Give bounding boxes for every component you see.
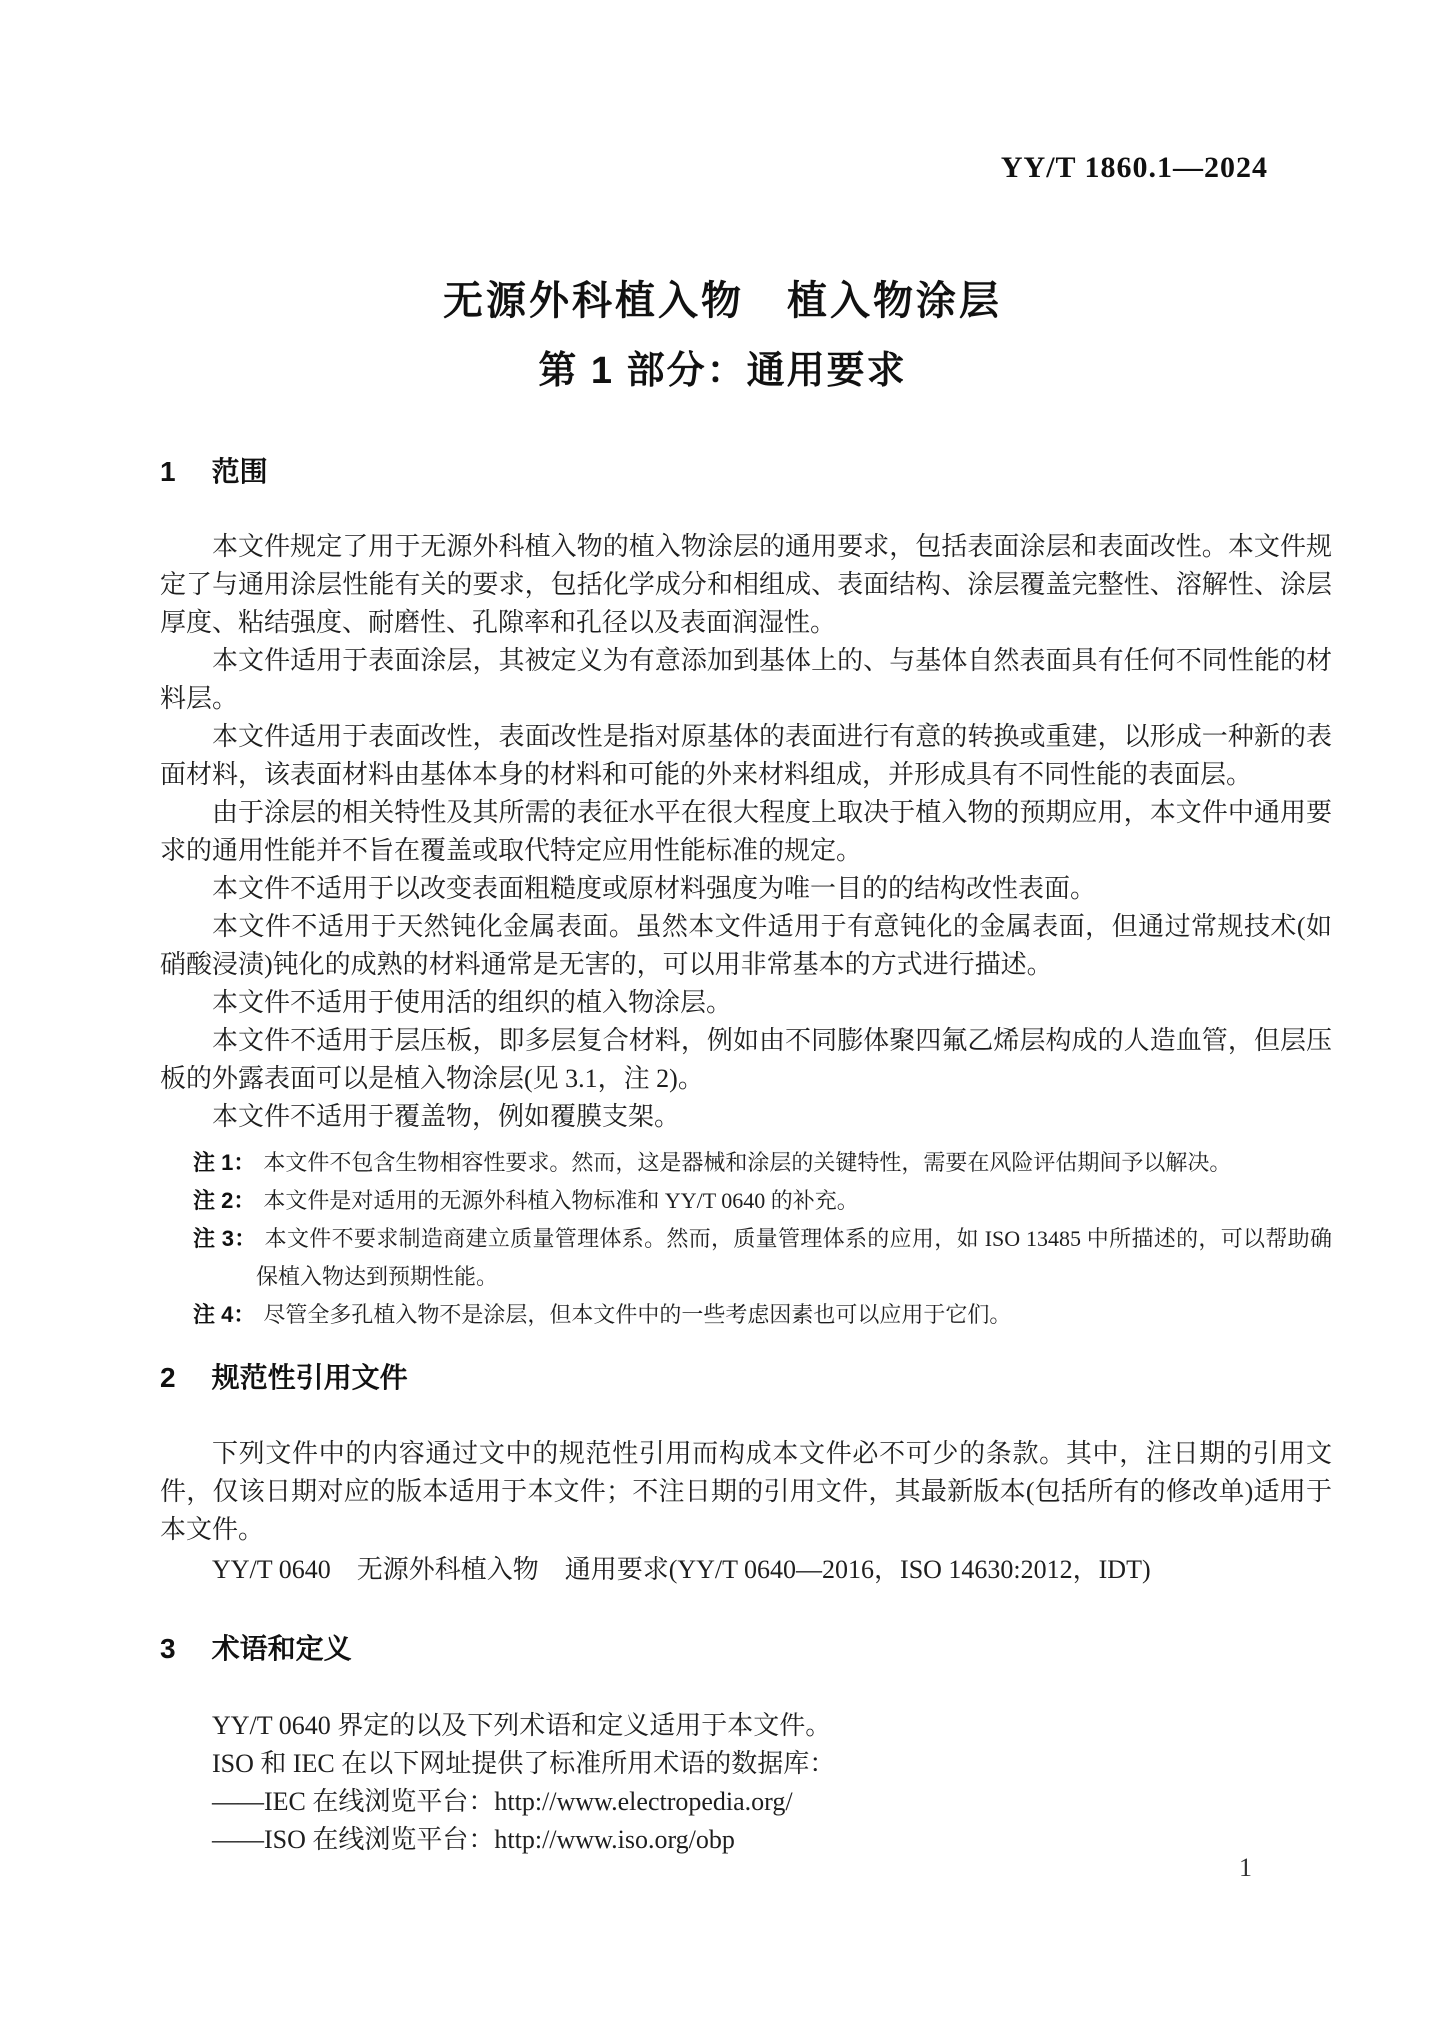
paragraph: 本文件不适用于使用活的组织的植入物涂层。 [212,988,733,1017]
section-1-notes [193,1144,1332,1334]
note-1-label: 注 1： [193,1150,256,1175]
paragraph: ISO 和 IEC 在以下网址提供了标准所用术语的数据库： [212,1749,836,1778]
section-3-number: 3 [160,1633,176,1664]
normative-reference: YY/T 0640 无源外科植入物 通用要求(YY/T 0640—2016，ISO 14630:2012，IDT) [212,1555,1151,1584]
note-1-text: 本文件不包含生物相容性要求。然而，这是器械和涂层的关键特性，需要在风险评估期间予以解决。 [263,1150,1232,1175]
paragraph: 本文件不适用于天然钝化金属表面。虽然本文件适用于有意钝化的金属表面，但通过常规技术(如硝酸浸渍)钝化的成熟的材料通常是无害的，可以用非常基本的方式进行描述。 [160,912,1332,979]
paragraph: 本文件不适用于以改变表面粗糙度或原材料强度为唯一目的的结构改性表面。 [212,874,1097,903]
section-1-heading [160,454,1332,490]
section-2-heading-label: 规范性引用文件 [211,1362,408,1393]
section-2-number: 2 [160,1362,176,1393]
paragraph: 本文件适用于表面改性，表面改性是指对原基体的表面进行有意的转换或重建，以形成一种新的表面材料，该表面材料由基体本身的材料和可能的外来材料组成，并形成具有不同性能的表面层。 [160,722,1332,789]
paragraph: 本文件规定了用于无源外科植入物的植入物涂层的通用要求，包括表面涂层和表面改性。本文件规定了与通用涂层性能有关的要求，包括化学成分和相组成、表面结构、涂层覆盖完整性、溶解性、涂层厚度、粘结强度、耐磨性、孔隙率和孔径以及表面润湿性。 [160,532,1332,637]
list-item-iso-platform: ——ISO 在线浏览平台：http://www.iso.org/obp [212,1825,735,1854]
document-body [0,454,1445,1859]
note-2 [193,1182,1332,1220]
section-2-heading [160,1360,1332,1396]
document-title-line-2: 第 1 部分：通用要求 [538,350,907,392]
paragraph: YY/T 0640 界定的以及下列术语和定义适用于本文件。 [212,1711,832,1740]
note-2-label: 注 2： [193,1188,256,1213]
note-3-text: 本文件不要求制造商建立质量管理体系。然而，质量管理体系的应用，如 ISO 13485 中所描述的，可以帮助确保植入物达到预期性能。 [256,1226,1332,1289]
document-title [0,277,1445,394]
note-4 [193,1296,1332,1334]
paragraph: 本文件不适用于层压板，即多层复合材料，例如由不同膨体聚四氟乙烯层构成的人造血管，但层压板的外露表面可以是植入物涂层(见 3.1，注 2)。 [160,1026,1332,1093]
section-1-paragraphs [160,528,1332,1136]
section-3-paragraphs [160,1707,1332,1859]
note-4-label: 注 4： [193,1302,256,1327]
page-number: 1 [1239,1853,1252,1882]
note-1 [193,1144,1332,1182]
section-1-heading-label: 范围 [211,456,268,487]
note-3-label: 注 3： [193,1226,257,1251]
note-2-text: 本文件是对适用的无源外科植入物标准和 YY/T 0640 的补充。 [263,1188,859,1213]
note-4-text: 尽管全多孔植入物不是涂层，但本文件中的一些考虑因素也可以应用于它们。 [263,1302,1012,1327]
section-3-heading [160,1631,1332,1667]
section-1-number: 1 [160,456,176,487]
list-item-iec-platform: ——IEC 在线浏览平台：http://www.electropedia.org/ [212,1787,793,1816]
section-2-paragraphs [160,1435,1332,1549]
paragraph: 本文件适用于表面涂层，其被定义为有意添加到基体上的、与基体自然表面具有任何不同性能的材料层。 [160,646,1332,713]
standard-number-header: YY/T 1860.1—2024 [1000,151,1268,184]
document-title-line-1: 无源外科植入物 植入物涂层 [443,279,1002,323]
paragraph: 下列文件中的内容通过文中的规范性引用而构成本文件必不可少的条款。其中，注日期的引用文件，仅该日期对应的版本适用于本文件；不注日期的引用文件，其最新版本(包括所有的修改单)适用于本文件。 [160,1439,1332,1544]
paragraph: 由于涂层的相关特性及其所需的表征水平在很大程度上取决于植入物的预期应用，本文件中通用要求的通用性能并不旨在覆盖或取代特定应用性能标准的规定。 [160,798,1332,865]
paragraph: 本文件不适用于覆盖物，例如覆膜支架。 [212,1102,681,1131]
note-3 [193,1220,1332,1296]
section-3-heading-label: 术语和定义 [211,1633,352,1664]
